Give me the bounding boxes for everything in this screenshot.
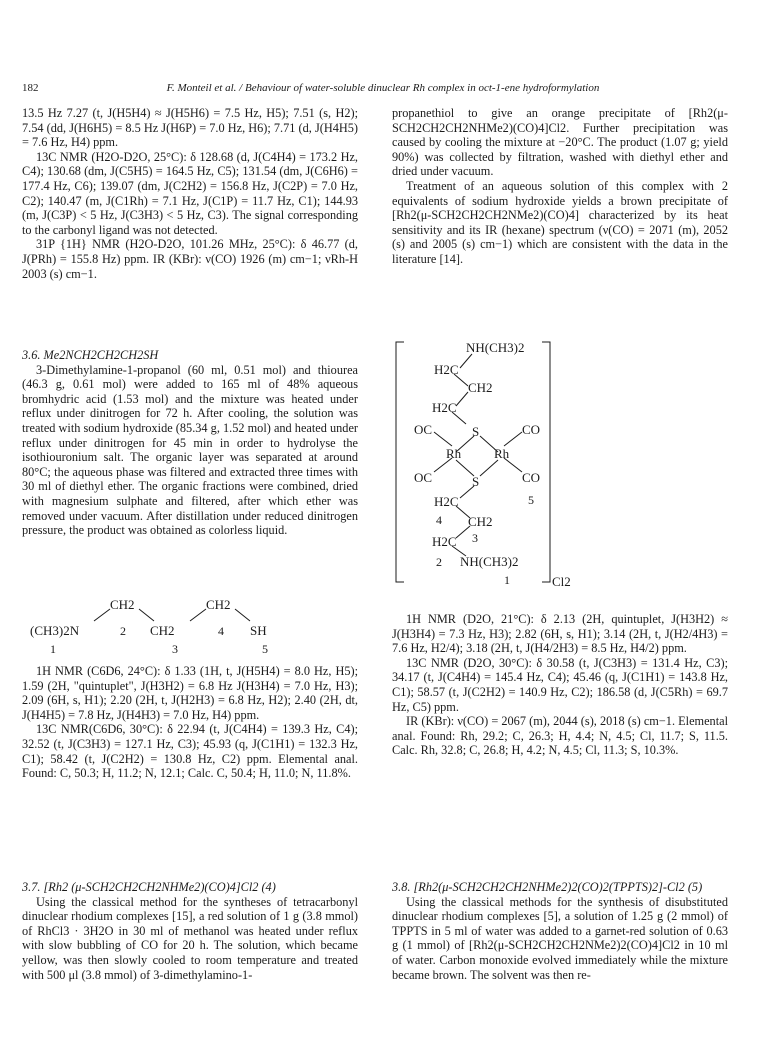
struct-h2c-b: H2C [432,400,457,415]
struct-num-2: 2 [436,555,442,569]
formula-num-1: 1 [50,642,56,655]
thiol-formula [22,587,358,655]
struct-h2c-a: H2C [434,362,459,377]
left-para-13c-nmr: 13C NMR (H2O-D2O, 25°C): δ 128.68 (d, J(C4H4) = 173.2 Hz, C4); 130.68 (dm, J(C5H5) = 164.5 Hz, C5); 131.54 (dm, J(C6H6) = 177.4 Hz, C6); 139.07 (dm, J(C2H2) = 156.8 Hz, J(C2P) = 7.0 Hz, C2); 140.47 (m, J(C1Rh) = 7.1 Hz, J(C1P) = 11.7 Hz, C1); 144.93 (m, J(C3P) < 5 Hz, J(C3H3) < 5 Hz, C3). The signal corresponding to the carbonyl ligand was not detected. [22,149,358,237]
section-3-7 [22,880,358,982]
right-para-1: propanethiol to give an orange precipitate of [Rh2(μ-SCH2CH2CH2NHMe2)(CO)4]Cl2. Further precipitation was caused by cooling the mixture at −20°C. The product (1.07 g; yield 90%) was collected by filtration, washed with diethyl ether and dried under vacuum. [392,106,728,179]
rh-complex-structure [392,334,728,594]
struct-co-2: CO [522,470,541,485]
left-para-1: 13.5 Hz 7.27 (t, J(H5H4) ≈ J(H5H6) = 7.5 Hz, H5); 7.51 (s, H2); 7.54 (dd, J(H6H5) = 8.5 Hz J(H6P) = 7.0 Hz, H6); 7.71 (d, J(H4H5) = 7.6 Hz, H4) ppm. [22,106,358,150]
struct-h2c-d: H2C [432,534,457,549]
left-para-31p-nmr: 31P {1H} NMR (H2O-D2O, 101.26 MHz, 25°C): δ 46.77 (d, J(PRh) = 155.8 Hz) ppm. IR (KBr): ν(CO) 1926 (m) cm−1; νRh-H 2003 (s) cm−1. [22,237,358,281]
section-heading-3-8: 3.8. [Rh2(μ-SCH2CH2CH2NHMe2)2(CO)2(TPPTS)2]-Cl2 (5) [392,880,703,894]
struct-num-4: 4 [436,513,442,527]
formula-num-4: 4 [218,624,224,638]
right-para-synthesis-5: Using the classical methods for the synthesis of disubstituted dinuclear rhodium complexes [5], a solution of 1.25 g (2 mmol) of TPPTS in 5 ml of water was added to a garnet-red solution of 0.63 g (1 mmol) of [Rh2(μ-SCH2CH2CH2NMe2)2(CO)4]Cl2 in 10 ml of water. Carbon monoxide evolved immediately while the mixture became brown. The solvent was then re- [392,894,728,982]
left-para-1h-nmr: 1H NMR (C6D6, 24°C): δ 1.33 (1H, t, J(H5H4) = 8.0 Hz, H5); 1.59 (2H, "quintuplet", J(H3H2) = 6.8 Hz J(H3H4) = 7.0 Hz, H3); 2.09 (6H, s, H1); 2.20 (2H, t, J(H2H3) = 6.8 Hz, H2); 2.40 (2H, dt, J(H4H5) = 7.8 Hz, J(H4H3) = 7.0 Hz, H4) ppm. [22,664,358,722]
formula-sh: SH [250,623,267,638]
left-para-13c-nmr-2: 13C NMR(C6D6, 30°C): δ 22.94 (t, J(C4H4) = 139.3 Hz, C4); 32.52 (t, J(C3H3) = 127.1 Hz, C3); 45.93 (q, J(C1H1) = 132.3 Hz, C1); 58.42 (t, J(C2H2) = 130.8 Hz, C2) ppm. Elemental anal. Found: C, 50.3; H, 11.2; N, 12.1; Calc. C, 50.4; H, 11.0; N, 11.8%. [22,722,358,781]
struct-oc-1: OC [414,422,433,437]
struct-nh-top: NH(CH3)2 [466,340,525,355]
struct-nh-bottom: NH(CH3)2 [460,554,519,569]
struct-counterion: Cl2 [552,574,571,589]
section-3-8 [392,880,728,982]
struct-ch2-b: CH2 [468,514,493,529]
right-nmr-block [392,612,728,758]
struct-num-3: 3 [472,531,478,545]
struct-rh-1: Rh [446,446,462,461]
right-para-ir: IR (KBr): ν(CO) = 2067 (m), 2044 (s), 2018 (s) cm−1. Elemental anal. Found: Rh, 29.2; C, 26.3; H, 4.4; N, 4.5; Cl, 11.7; S, 11.5. Calc. Rh, 32.8; C, 26.8; H, 4.2; N, 4.5; Cl, 11.3; S, 10.3%. [392,714,728,758]
formula-ch2-3: CH2 [206,597,231,612]
right-column-top [392,106,728,267]
struct-num-1: 1 [504,573,510,587]
struct-h2c-c: H2C [434,494,459,509]
struct-rh-2: Rh [494,446,510,461]
struct-ch2-a: CH2 [468,380,493,395]
formula-ch2-1: CH2 [110,597,135,612]
left-para-rh-synthesis: Using the classical method for the syntheses of tetracarbonyl dinuclear rhodium complexes [15], a red solution of 1 g (3.8 mmol) of RhCl3 · 3H2O in 30 ml of methanol was heated under reflux with slow bubbling of CO for 20 h. The solution, which became yellow, was then slowly cooled to room temperature and treated with 500 μl (3.8 mmol) of 3-dimethylamino-1- [22,894,358,982]
formula-num-5: 5 [262,642,268,655]
left-nmr-block [22,664,358,781]
right-para-2: Treatment of an aqueous solution of this complex with 2 equivalents of sodium hydroxide yields a brown precipitate of [Rh2(μ-SCH2CH2CH2NMe2)(CO)4] characterized by its heat sensitivity and its IR (hexane) spectrum (ν(CO) = 2071 (m), 2052 (s) and 2005 (s) cm−1) which are consistent with the data in the literature [14]. [392,178,728,266]
section-heading-3-7: 3.7. [Rh2 (μ-SCH2CH2CH2NHMe2)(CO)4]Cl2 (4) [22,880,276,894]
struct-co-1: CO [522,422,541,437]
formula-num-2: 2 [120,624,126,638]
struct-s-top: S [472,424,480,439]
running-title: F. Monteil et al. / Behaviour of water-soluble dinuclear Rh complex in oct-1-ene hydroformylation [166,82,600,94]
right-para-1h-nmr: 1H NMR (D2O, 21°C): δ 2.13 (2H, quintuplet, J(H3H2) ≈ J(H3H4) = 7.3 Hz, H3); 2.82 (6H, s, H1); 3.14 (2H, t, J(H2/4H3) = 7.6 Hz, H2/4); 3.18 (2H, t, J(H4/2H3) = 8.5 Hz, H4/2) ppm. [392,612,728,656]
section-heading-3-6: 3.6. Me2NCH2CH2CH2SH [22,348,159,362]
formula-ch2-2: CH2 [150,623,175,638]
struct-oc-2: OC [414,470,433,485]
struct-s-bottom: S [472,474,480,489]
left-para-synthesis: 3-Dimethylamine-1-propanol (60 ml, 0.51 mol) and thiourea (46.3 g, 0.61 mol) were added to 165 ml of 48% aqueous bromhydric acid (1.53 mol) and the mixture was heated under reflux under dinitrogen for 72 h. After cooling, the solution was treated with sodium hydroxide (85.34 g, 1.52 mol) and heated under reflux under dinitrogen for 45 min in order to hydrolyse the isothiouronium salt. The organic layer was separated at around 80°C; the aqueous phase was filtered and extracted three times with 30 ml of diethyl ether. The organic fractions were combined, dried with magnesium sulphate and filtered, after which ether was removed under vacuum. After distillation under reduced dinitrogen pressure, the product was obtained as colorless liquid. [22,362,358,538]
right-para-13c-nmr: 13C NMR (D2O, 30°C): δ 30.58 (t, J(C3H3) = 131.4 Hz, C3); 34.17 (t, J(C4H4) = 145.4 Hz, C4); 45.46 (q, J(C1H1) = 143.8 Hz, C1); 58.57 (t, J(C2H2) = 140.9 Hz, C2); 186.58 (d, J(C5Rh) = 69.7 Hz, C5) ppm. [392,655,728,714]
formula-nme2: (CH3)2N [30,623,80,638]
left-column [22,106,358,281]
page-number: 182 [22,82,39,94]
section-3-6 [22,348,358,538]
struct-num-5: 5 [528,493,534,507]
formula-num-3: 3 [172,642,178,655]
